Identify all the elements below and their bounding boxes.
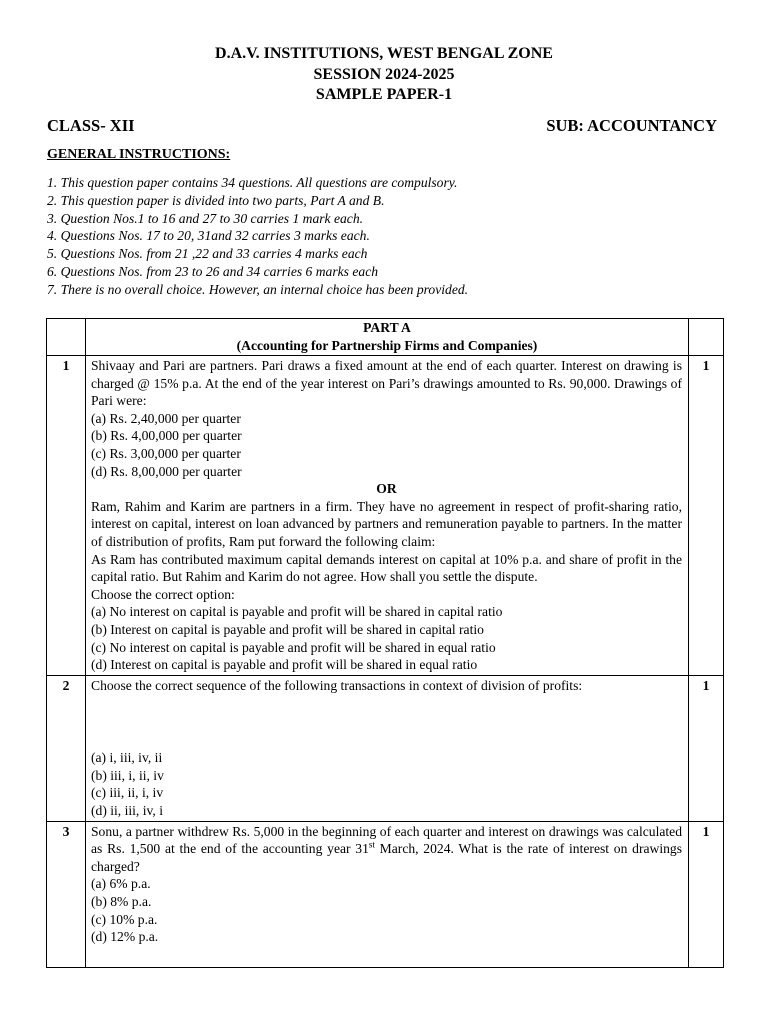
instruction-item: 4. Questions Nos. 17 to 20, 31and 32 carries 3 marks each.	[47, 228, 370, 244]
class-subject-row	[47, 116, 717, 136]
part-a-title: PART A	[363, 320, 411, 335]
option: (a) 6% p.a.	[91, 876, 151, 892]
option: (d) ii, iii, iv, i	[91, 803, 163, 819]
option: (c) 10% p.a.	[91, 911, 158, 927]
option: (a) Rs. 2,40,000 per quarter	[91, 410, 241, 426]
part-a-subtitle: (Accounting for Partnership Firms and Companies)	[236, 338, 538, 353]
alternative-question-text: Ram, Rahim and Karim are partners in a firm. They have no agreement in respect of profit-sharing ratio, interest on capital, interest on loan advanced by partners and remuneration payable to partners. In the matter of distribution of profits, Ram put forward the following claim:	[91, 498, 682, 549]
question-body	[86, 821, 689, 967]
subject-label: SUB: ACCOUNTANCY	[546, 116, 717, 135]
question-text: Shivaay and Pari are partners. Pari draws a fixed amount at the end of each quarter. Interest on drawing is charged @ 15% p.a. At the end of the year interest on Pari’s drawings amounted to Rs. 90,000. Drawings of Pari were:	[91, 358, 682, 409]
instruction-item: 6. Questions Nos. from 23 to 26 and 34 carries 6 marks each	[47, 263, 379, 279]
paper-title: SAMPLE PAPER-1	[315, 86, 453, 103]
question-body	[86, 675, 689, 821]
question-body	[86, 356, 689, 676]
questions-table	[46, 318, 724, 968]
option: (d) Interest on capital is payable and profit will be shared in equal ratio	[91, 657, 478, 673]
option: (d) 12% p.a.	[91, 929, 159, 945]
option: (b) Rs. 4,00,000 per quarter	[91, 428, 242, 444]
option: (c) No interest on capital is payable and profit will be shared in equal ratio	[91, 639, 496, 655]
option: (b) Interest on capital is payable and profit will be shared in capital ratio	[91, 621, 484, 637]
alternative-question-text: As Ram has contributed maximum capital demands interest on capital at 10% p.a. and share of profit in the capital ratio. But Rahim and Karim do not agree. How shall you settle the dispute.	[91, 551, 682, 585]
option: (d) Rs. 8,00,000 per quarter	[91, 463, 242, 479]
class-label: CLASS- XII	[47, 116, 135, 135]
option: (c) Rs. 3,00,000 per quarter	[91, 445, 241, 461]
question-row-3	[47, 821, 724, 967]
instruction-item: 3. Question Nos.1 to 16 and 27 to 30 carries 1 mark each.	[47, 210, 364, 226]
question-number: 3	[47, 821, 86, 967]
option: (b) 8% p.a.	[91, 894, 152, 910]
question-number: 1	[47, 356, 86, 676]
session-label: SESSION 2024-2025	[313, 65, 455, 83]
institution-name: D.A.V. INSTITUTIONS, WEST BENGAL ZONE	[215, 45, 553, 62]
question-row-1	[47, 356, 724, 676]
blank-space	[91, 694, 682, 749]
option: (c) iii, ii, i, iv	[91, 785, 164, 801]
option: (b) iii, i, ii, iv	[91, 767, 164, 783]
question-row-2	[47, 675, 724, 821]
question-marks: 1	[689, 821, 724, 967]
option: (a) i, iii, iv, ii	[91, 750, 163, 766]
or-separator: OR	[376, 481, 397, 497]
part-a-header-row	[47, 319, 724, 356]
instruction-item: 7. There is no overall choice. However, an internal choice has been provided.	[47, 281, 469, 297]
alternative-question-prompt: Choose the correct option:	[91, 586, 235, 602]
question-marks: 1	[689, 356, 724, 676]
question-text: Sonu, a partner withdrew Rs. 5,000 in the beginning of each quarter and interest on drawings was calculated as Rs. 1,500 at the end of the accounting year 31st March, 2024. What is the rate of interest on drawings charged?	[91, 823, 682, 874]
instruction-item: 5. Questions Nos. from 21 ,22 and 33 carries 4 marks each	[47, 246, 368, 262]
general-instructions-title: GENERAL INSTRUCTIONS:	[47, 147, 231, 162]
instruction-item: 2. This question paper is divided into two parts, Part A and B.	[47, 192, 385, 208]
paper-header	[0, 44, 768, 106]
part-a-heading	[86, 319, 689, 356]
general-instructions-list	[47, 174, 727, 299]
question-marks: 1	[689, 675, 724, 821]
question-number: 2	[47, 675, 86, 821]
instruction-item: 1. This question paper contains 34 questions. All questions are compulsory.	[47, 175, 458, 190]
option: (a) No interest on capital is payable and profit will be shared in capital ratio	[91, 604, 503, 620]
question-text: Choose the correct sequence of the following transactions in context of division of profits:	[91, 677, 583, 693]
